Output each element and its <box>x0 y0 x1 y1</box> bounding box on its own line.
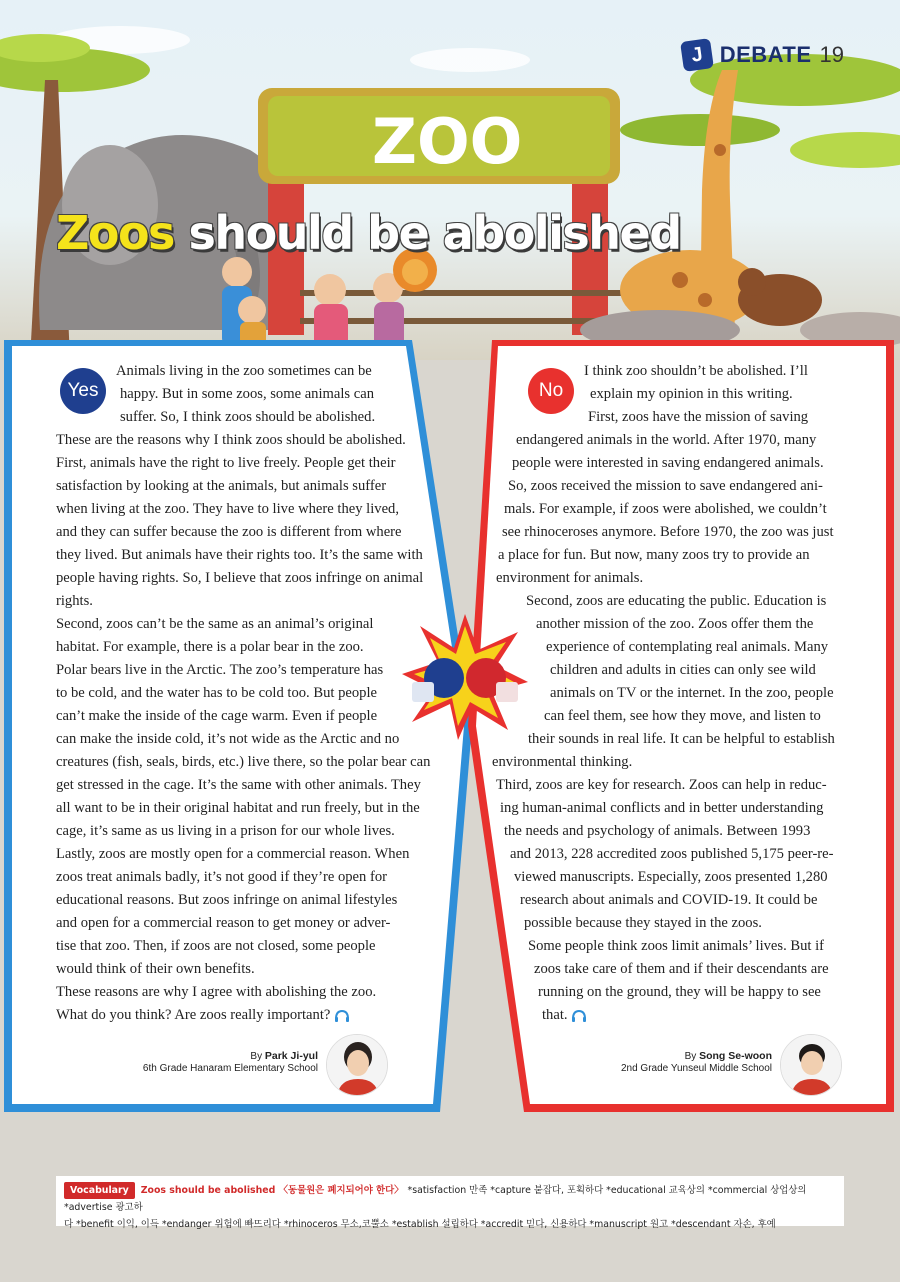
title-highlight: Zoos <box>56 206 174 260</box>
text-line: zoos take care of them and if their descendants are <box>534 961 829 977</box>
junior-debate-logo: J <box>680 38 714 72</box>
text-line: Third, zoos are key for research. Zoos can help in reduc- <box>496 777 827 793</box>
author-school: 2nd Grade Yunseul Middle School <box>620 1063 772 1074</box>
text-line: they lived. But animals have their rights too. It’s the same with <box>56 547 423 563</box>
zoo-sign-text: ZOO <box>372 105 523 178</box>
text-line-content: What do you think? Are zoos really important? <box>56 1007 331 1023</box>
text-line: educational reasons. But zoos infringe on animal lifestyles <box>56 892 398 908</box>
text-line: running on the ground, they will be happy to see <box>538 984 821 1000</box>
text-line: all want to be in their original habitat and run freely, but in the <box>56 800 420 816</box>
no-argument-text <box>492 360 846 1027</box>
text-line: zoos treat animals badly, it’s not good if they’re open for <box>56 869 387 885</box>
text-line: endangered animals in the world. After 1970, many <box>516 432 817 448</box>
text-line: Lastly, zoos are mostly open for a commercial reason. When <box>56 846 410 862</box>
vocab-heading: Zoos should be abolished 〈동물원은 폐지되어야 한다〉 <box>140 1185 404 1196</box>
audio-headphone-icon[interactable] <box>571 1009 587 1023</box>
title-rest: should be abolished <box>188 206 681 260</box>
text-line: First, animals have the right to live freely. People get their <box>56 455 396 471</box>
page-number: 19 <box>819 42 844 67</box>
text-line: experience of contemplating real animals. Many <box>546 639 829 655</box>
audio-headphone-icon[interactable] <box>334 1009 350 1023</box>
vocab-line-1 <box>64 1182 836 1216</box>
by-label: By <box>250 1051 263 1062</box>
text-line <box>56 1004 436 1027</box>
text-line: habitat. For example, there is a polar bear in the zoo. <box>56 639 364 655</box>
text-line: people having rights. So, I believe that zoos infringe on animal <box>56 570 424 586</box>
text-line <box>542 1004 846 1027</box>
text-line: and 2013, 228 accredited zoos published 5,175 peer-re- <box>510 846 834 862</box>
text-line: the needs and psychology of animals. Between 1993 <box>504 823 811 839</box>
header-illustration <box>0 0 900 360</box>
text-line: happy. But in some zoos, some animals can <box>120 386 374 402</box>
article-title <box>56 206 681 260</box>
magazine-brand <box>682 40 844 70</box>
text-line: research about animals and COVID-19. It could be <box>520 892 818 908</box>
text-line: environment for animals. <box>496 570 644 586</box>
text-line: rights. <box>56 593 93 609</box>
text-line: a place for fun. But now, many zoos try to provide an <box>498 547 810 563</box>
text-line: Some people think zoos limit animals’ lives. But if <box>528 938 825 954</box>
text-line: environmental thinking. <box>492 754 633 770</box>
text-line: cage, it’s same as us living in a prison for our whole lives. <box>56 823 395 839</box>
text-line: Second, zoos can’t be the same as an animal’s original <box>56 616 374 632</box>
author-name: Park Ji-yul <box>264 1050 318 1062</box>
no-badge: No <box>528 368 574 414</box>
text-line: can make the inside cold, it’s not wide as the Arctic and no <box>56 731 400 747</box>
vocabulary-box <box>56 1176 844 1230</box>
text-line: and they can suffer because the zoo is different from where <box>56 524 402 540</box>
text-line: would think of their own benefits. <box>56 961 255 977</box>
text-line: can feel them, see how they move, and listen to <box>544 708 821 724</box>
yes-author-byline <box>120 1050 318 1075</box>
text-line-content: that. <box>542 1007 568 1023</box>
text-line: I think zoo shouldn’t be abolished. I’ll <box>584 363 808 379</box>
yes-badge: Yes <box>60 368 106 414</box>
author-photo-avatar <box>326 1034 388 1096</box>
text-line: tise that zoo. Then, if zoos are not closed, some people <box>56 938 376 954</box>
text-line: satisfaction by looking at the animals, but animals suffer <box>56 478 387 494</box>
text-line: suffer. So, I think zoos should be abolished. <box>120 409 376 425</box>
text-line: can’t make the inside of the cage warm. Even if people <box>56 708 378 724</box>
author-photo-avatar <box>780 1034 842 1096</box>
text-line: These are the reasons why I think zoos should be abolished. <box>56 432 406 448</box>
author-line <box>120 1050 318 1063</box>
text-line: creatures (fish, seals, birds, etc.) live there, so the polar bear can <box>56 754 431 770</box>
text-line: mals. For example, if zoos were abolished, we couldn’t <box>504 501 827 517</box>
text-line: First, zoos have the mission of saving <box>588 409 809 425</box>
text-line: Animals living in the zoo sometimes can be <box>116 363 372 379</box>
author-portrait <box>327 1035 388 1096</box>
by-label: By <box>684 1051 697 1062</box>
text-line: animals on TV or the internet. In the zoo, people <box>550 685 834 701</box>
text-line: see rhinoceroses anymore. Before 1970, the zoo was just <box>502 524 834 540</box>
text-line: ing human-animal conflicts and in better understanding <box>500 800 824 816</box>
author-line <box>580 1050 772 1063</box>
text-line: people were interested in saving endangered animals. <box>512 455 824 471</box>
text-line: when living at the zoo. They have to live where they lived, <box>56 501 399 517</box>
text-line: their sounds in real life. It can be helpful to establish <box>528 731 835 747</box>
vocab-terms-2: 다 *benefit 이익, 이득 *endanger 위험에 빠뜨리다 *rhinoceros 무소,코뿔소 *establish 설립하다 *accredit 믿다, 신용하다 *manuscript 원고 *descendant 자손, 후예 <box>64 1219 776 1230</box>
author-school: 6th Grade Hanaram Elementary School <box>142 1063 318 1074</box>
text-line: and open for a commercial reason to get money or adver- <box>56 915 391 931</box>
vocab-terms-1: *satisfaction 만족 *capture 붙잡다, 포획하다 *educational 교육상의 *commercial 상업상의 *advertise 광고하 <box>64 1185 807 1213</box>
text-line: children and adults in cities can only see wild <box>550 662 816 678</box>
vocabulary-tag: Vocabulary <box>64 1182 135 1199</box>
text-line: get stressed in the cage. It’s the same with other animals. They <box>56 777 421 793</box>
text-line: another mission of the zoo. Zoos offer them the <box>536 616 814 632</box>
author-name: Song Se-woon <box>699 1050 772 1062</box>
text-line: explain my opinion in this writing. <box>590 386 793 402</box>
brand-name: DEBATE <box>719 42 812 67</box>
author-portrait <box>781 1035 842 1096</box>
text-line: to be cold, and the water has to be cold too. But people <box>56 685 377 701</box>
yes-argument-text <box>56 360 436 1027</box>
no-author-byline <box>580 1050 772 1075</box>
text-line: viewed manuscripts. Especially, zoos presented 1,280 <box>514 869 828 885</box>
text-line: Second, zoos are educating the public. Education is <box>526 593 827 609</box>
text-line: These reasons are why I agree with abolishing the zoo. <box>56 984 377 1000</box>
text-line: So, zoos received the mission to save endangered ani- <box>508 478 823 494</box>
text-line: Polar bears live in the Arctic. The zoo’s temperature has <box>56 662 384 678</box>
text-line: possible because they stayed in the zoos. <box>524 915 762 931</box>
